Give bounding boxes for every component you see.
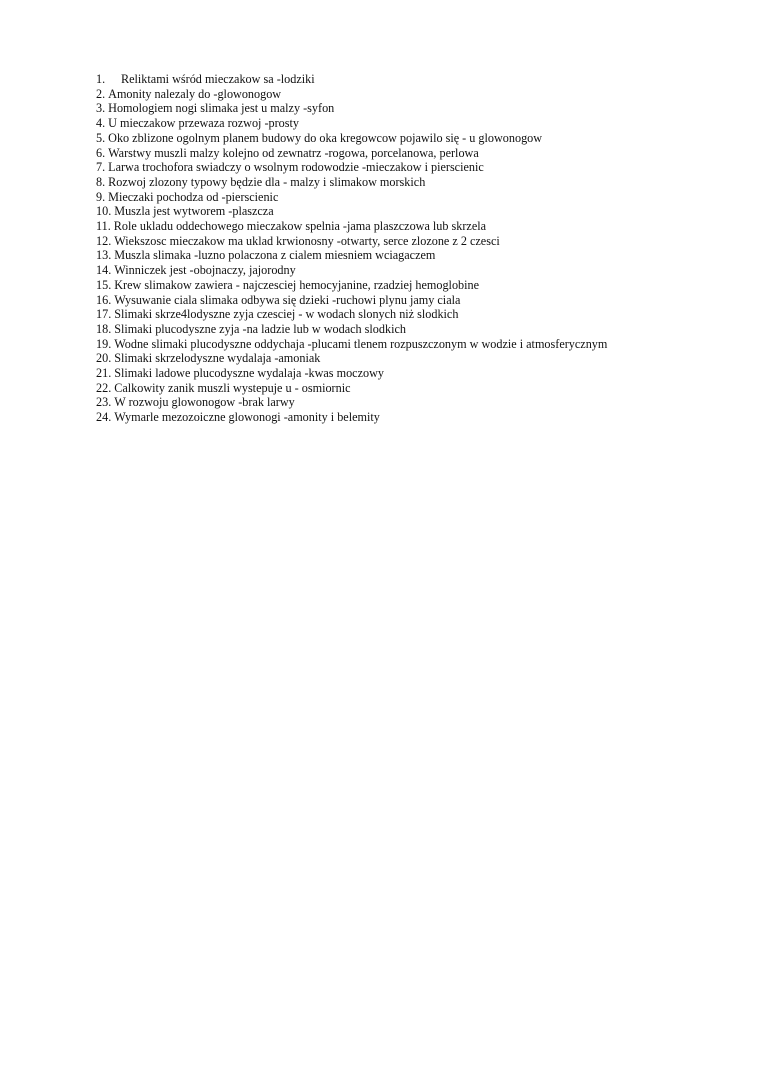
item-text: Rozwoj zlozony typowy będzie dla - malzy i slimakow morskich [108,174,426,189]
list-item [96,322,607,337]
item-text: Slimaki ladowe plucodyszne wydalaja -kwas moczowy [114,366,384,381]
list-item [96,116,607,131]
item-number: 22. [96,380,112,395]
item-text: Oko zblizone ogolnym planem budowy do oka kregowcow pojawilo się - u glowonogow [108,130,543,145]
list-item [96,131,607,146]
item-text: Muszla jest wytworem -plaszcza [114,204,274,219]
list-item [96,293,607,308]
item-number: 12. [96,233,112,248]
item-text: Krew slimakow zawiera - najczesciej hemocyjanine, rzadziej hemoglobine [114,277,480,292]
list-item [96,101,607,116]
item-text: Wodne slimaki plucodyszne oddychaja -plucami tlenem rozpuszczonym w wodzie i atmosferycznym [114,336,608,351]
item-text: Slimaki plucodyszne zyja -na ladzie lub w wodach slodkich [114,321,406,336]
item-number: 15. [96,277,112,292]
item-text: Mieczaki pochodza od -pierscienic [108,189,279,204]
list-item [96,278,607,293]
item-number: 16. [96,292,112,307]
list-item [96,248,607,263]
item-text: Calkowity zanik muszli wystepuje u - osmiornic [114,380,351,395]
item-number: 17. [96,307,112,322]
list-item [96,263,607,278]
list-item [96,190,607,205]
list-item [96,234,607,249]
item-text: Slimaki skrzelodyszne wydalaja -amoniak [114,351,321,366]
list-item [96,366,607,381]
item-text: Winniczek jest -obojnaczy, jajorodny [114,263,296,278]
list-item [96,337,607,352]
item-number: 20. [96,351,112,366]
item-number: 6. [96,145,106,160]
item-text: Amonity nalezaly do -glowonogow [108,86,282,101]
item-text: Wiekszosc mieczakow ma uklad krwionosny -otwarty, serce zlozone z 2 czesci [114,233,500,248]
list-item [96,87,607,102]
list-item [96,219,607,234]
list-item [96,204,607,219]
list-item [96,395,607,410]
item-number: 23. [96,395,112,410]
item-text: Wysuwanie ciala slimaka odbywa się dzieki -ruchowi plynu jamy ciala [114,292,461,307]
item-number: 24. [96,410,112,425]
item-number: 2. [96,86,106,101]
item-text: W rozwoju glowonogow -brak larwy [114,395,295,410]
item-number: 21. [96,366,112,381]
list-item [96,175,607,190]
item-text: Wymarle mezozoiczne glowonogi -amonity i belemity [114,410,380,425]
list-item [96,72,607,87]
item-text: Larwa trochofora swiadczy o wsolnym rodowodzie -mieczakow i pierscienic [108,160,484,175]
item-number: 10. [96,204,112,219]
list-item [96,160,607,175]
item-text: Homologiem nogi slimaka jest u malzy -syfon [108,101,335,116]
item-number: 8. [96,174,106,189]
item-text: Warstwy muszli malzy kolejno od zewnatrz -rogowa, porcelanowa, perlowa [108,145,479,160]
item-text: Slimaki skrze4lodyszne zyja czesciej - w wodach slonych niż slodkich [114,307,459,322]
item-text: U mieczakow przewaza rozwoj -prosty [108,116,299,131]
item-text: Role ukladu oddechowego mieczakow spelnia -jama plaszczowa lub skrzela [113,219,487,234]
answer-list [96,72,607,425]
item-text: Muszla slimaka -luzno polaczona z cialem miesniem wciagaczem [114,248,436,263]
list-item [96,381,607,396]
item-number: 1. [96,72,106,86]
item-number: 13. [96,248,112,263]
item-number: 18. [96,321,112,336]
item-text: Reliktami wśród mieczakow sa -lodziki [121,72,315,86]
list-item [96,351,607,366]
item-number: 4. [96,116,106,131]
list-item [96,307,607,322]
item-number: 19. [96,336,112,351]
item-number: 7. [96,160,106,175]
item-number: 5. [96,130,106,145]
list-item [96,146,607,161]
list-item [96,410,607,425]
item-number: 11. [96,219,111,234]
item-number: 9. [96,189,106,204]
item-number: 3. [96,101,106,116]
item-number: 14. [96,263,112,278]
